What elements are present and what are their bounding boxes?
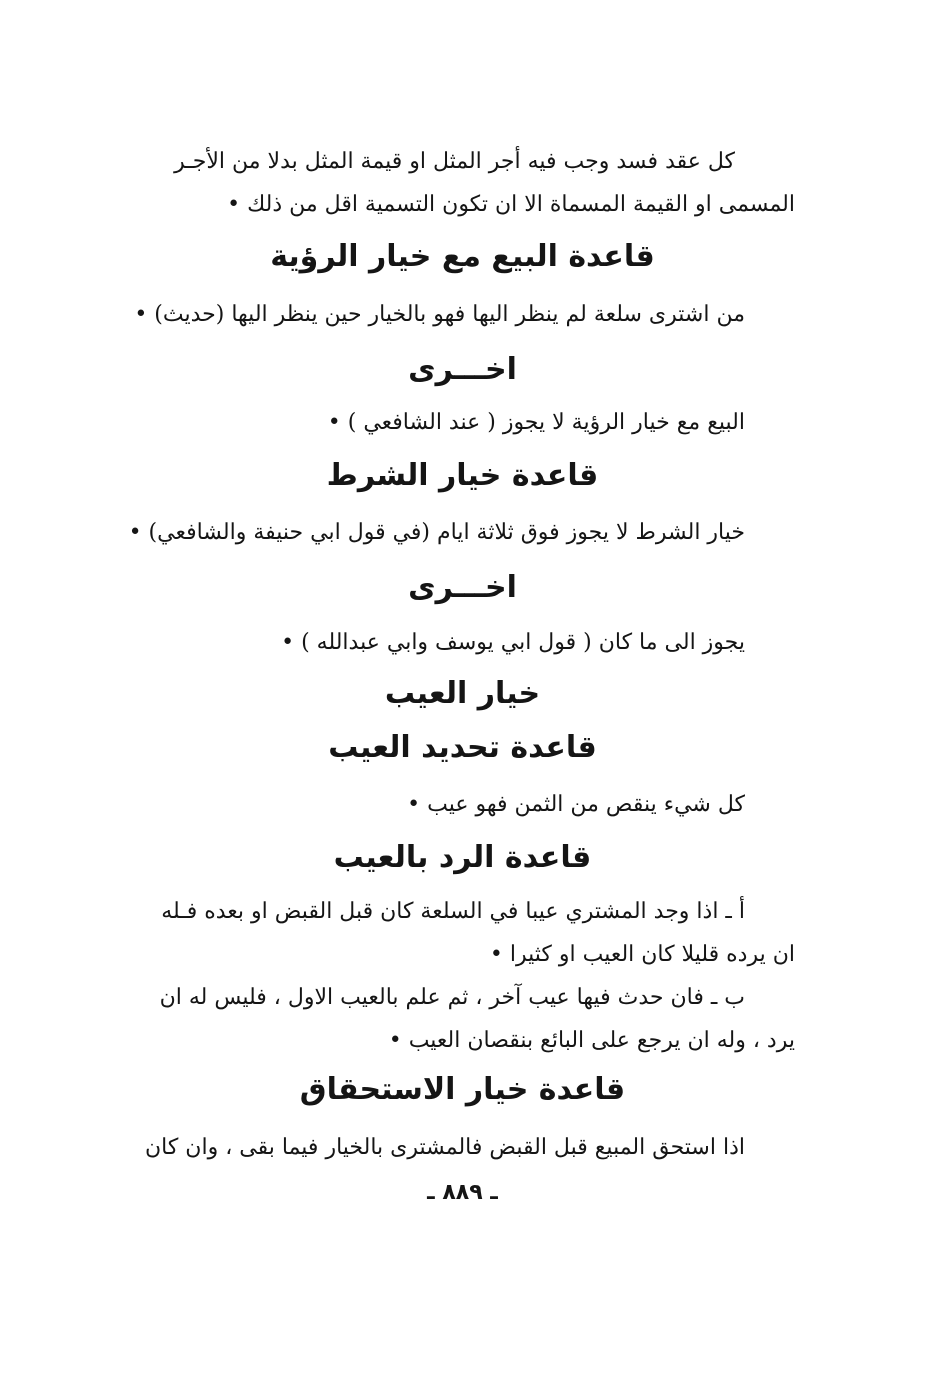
page-number: ـ ٨٨٩ ـ [427,1180,498,1205]
paragraph-line: كل شيء ينقص من الثمن فهو عيب • [407,792,745,817]
paragraph-line: ب ـ فان حدث فيها عيب آخر ، ثم علم بالعيب الاول ، فليس له ان [159,985,745,1010]
paragraph-line: من اشترى سلعة لم ينظر اليها فهو بالخيار حين ينظر اليها (حديث) • [134,302,745,327]
section-heading: قاعدة خيار الاستحقاق [299,1072,626,1107]
paragraph-line: كل عقد فسد وجب فيه أجر المثل او قيمة المثل بدلا من الأجـر [174,149,735,174]
section-heading: اخـــرى [408,352,517,387]
section-heading: اخـــرى [408,570,517,605]
paragraph-line: اذا استحق المبيع قبل القبض فالمشترى بالخيار فيما بقى ، وان كان [144,1135,745,1160]
section-heading: قاعدة خيار الشرط [326,458,599,493]
paragraph-line: أ ـ اذا وجد المشتري عيبا في السلعة كان قبل القبض او بعده فـله [161,899,745,924]
paragraph-line: البيع مع خيار الرؤية لا يجوز ( عند الشافعي ) • [327,410,745,435]
paragraph-line: يرد ، وله ان يرجع على البائع بنقصان العيب • [388,1028,795,1053]
paragraph-line: المسمى او القيمة المسماة الا ان تكون التسمية اقل من ذلك • [227,192,795,217]
section-heading: قاعدة البيع مع خيار الرؤية [270,239,655,274]
section-heading: قاعدة تحديد العيب [328,730,597,765]
section-heading: خيار العيب [384,676,541,711]
paragraph-line: يجوز الى ما كان ( قول ابي يوسف وابي عبدالله ) • [281,630,745,655]
paragraph-line: خيار الشرط لا يجوز فوق ثلاثة ايام (في قول ابي حنيفة والشافعي) • [128,520,745,545]
paragraph-line: ان يرده قليلا كان العيب او كثيرا • [489,942,795,967]
section-heading: قاعدة الرد بالعيب [333,840,592,875]
